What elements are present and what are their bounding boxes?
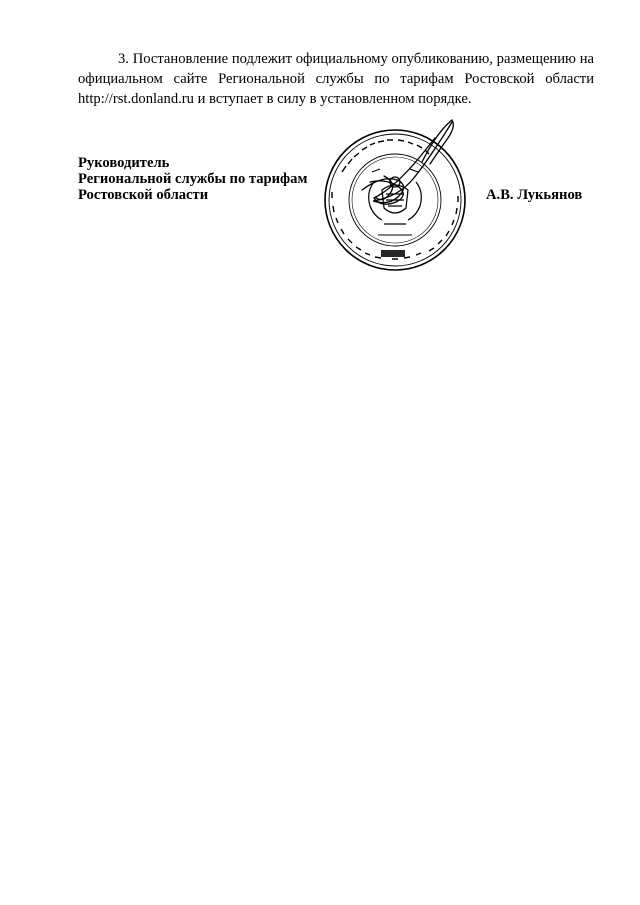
signatory-title-line-2: Региональной службы по тарифам: [78, 171, 308, 187]
signatory-title: [78, 155, 318, 203]
signatory-name: А.В. Лукьянов: [486, 187, 583, 203]
clause-3-paragraph: 3. Постановление подлежит официальному опубликованию, размещению на официальном сайте Региональной службы по тарифам Ростовской области http://rst.donland.ru и вступает в силу в установленном порядке.: [78, 51, 594, 107]
signatory-title-line-3: Ростовской области: [78, 187, 209, 203]
seal-stamp-icon: [312, 112, 478, 278]
signatory-title-line-1: Руководитель: [78, 155, 170, 171]
